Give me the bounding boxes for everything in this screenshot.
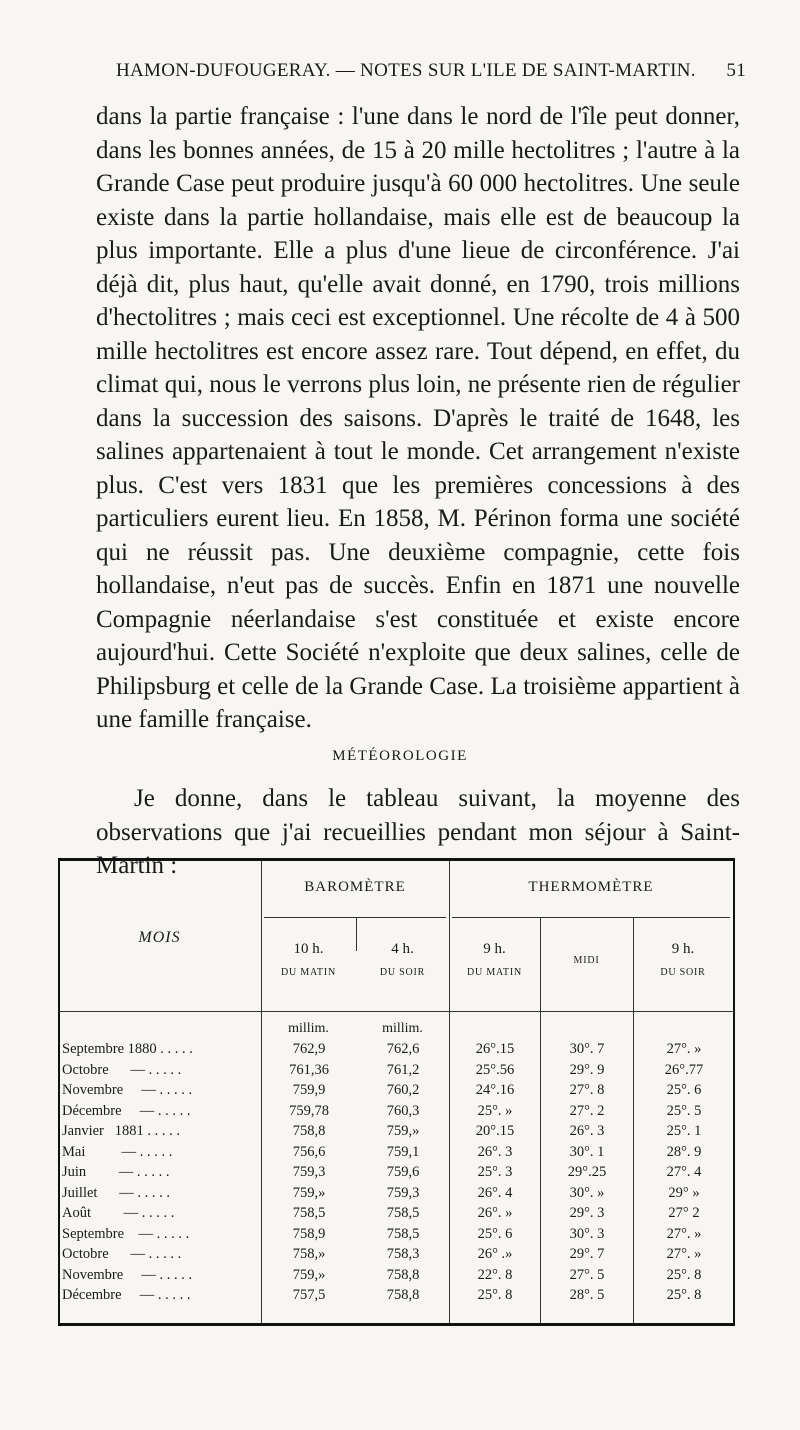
- header-t1-hour: 9 h.: [483, 941, 506, 957]
- cell-b1: 758,»: [292, 1246, 326, 1262]
- cell-mois: Décembre — . . . . .: [62, 1102, 191, 1119]
- cell-t3: 27°. »: [666, 1246, 702, 1262]
- cell-b2: 758,3: [386, 1246, 420, 1262]
- cell-mois: Novembre — . . . . .: [62, 1082, 193, 1098]
- cell-t3: 28°. 9: [666, 1143, 702, 1160]
- cell-t1: 25°. »: [477, 1102, 513, 1119]
- table-row: [58, 1082, 733, 1103]
- cell-t2: 29°. 9: [569, 1061, 605, 1078]
- table-row: [58, 1164, 733, 1185]
- header-mois: MOIS: [138, 929, 181, 946]
- cell-b2: 758,5: [386, 1225, 420, 1242]
- table-row: [58, 1041, 733, 1062]
- cell-b1: 759,78: [289, 1102, 329, 1119]
- header-t1-sub: DU MATIN: [466, 967, 522, 978]
- table-row: [58, 1226, 733, 1247]
- cell-b1: 758,5: [292, 1205, 326, 1221]
- cell-t2: 28°. 5: [569, 1287, 605, 1303]
- cell-mois: Septembre — . . . . .: [62, 1225, 190, 1242]
- header-thermometre: THERMOMÈTRE: [528, 879, 654, 895]
- cell-b1: 761,36: [289, 1061, 329, 1078]
- cell-t1: 26°.15: [475, 1041, 515, 1057]
- cell-t1: 22°. 8: [477, 1266, 513, 1283]
- cell-b2: 761,2: [386, 1061, 420, 1078]
- cell-t1: 25°.56: [475, 1061, 515, 1078]
- header-t3-hour: 9 h.: [671, 941, 695, 957]
- cell-t2: 30°. »: [569, 1184, 605, 1201]
- cell-t3: 29° »: [668, 1184, 700, 1201]
- cell-t2: 30°. 7: [569, 1041, 605, 1057]
- table-row: [58, 1185, 733, 1206]
- cell-mois: Octobre — . . . . .: [62, 1246, 182, 1262]
- table-row: [58, 1144, 733, 1165]
- cell-b2: 759,1: [386, 1143, 420, 1160]
- cell-t1: 25°. 6: [477, 1225, 513, 1242]
- cell-mois: Décembre — . . . . .: [62, 1287, 191, 1303]
- cell-b1: 756,6: [292, 1143, 326, 1160]
- cell-b1: 759,3: [292, 1164, 326, 1180]
- cell-b1: 758,9: [292, 1225, 326, 1242]
- header-barometre: BAROMÈTRE: [304, 879, 406, 895]
- header-b2-sub: DU SOIR: [379, 967, 426, 978]
- body-paragraph-salines: dans la partie française : l'une dans le nord de l'île peut donner, dans les bonnes années, de 15 à 20 mille hectolitres ; l'autre à la Grande Case peut produire jusqu'à 60 000 hectolitres. Une seule existe dans la partie hollandaise, mais elle est de beaucoup la plus importante. Elle a plus d'une lieue de circonférence. J'ai déjà dit, plus haut, qu'elle avait donné, en 1790, trois millions d'hectolitres ; mais ceci est exceptionnel. Une récolte de 4 à 500 mille hectolitres est encore assez rare. Tout dépend, en effet, du climat qui, nous le verrons plus loin, ne présente rien de régulier dans la succession des saisons. D'après le traité de 1648, les salines appartenaient à tout le monde. Cet arrangement n'existe plus. C'est vers 1831 que les premières concessions à des particuliers eurent lieu. En 1858, M. Périnon forma une société qui ne réussit pas. Une deuxième compagnie, cette fois hollandaise, n'eut pas de succès. Enfin en 1871 une nouvelle Compagnie néerlandaise s'est constituée et existe encore aujourd'hui. Cette Société n'exploite que deux salines, celle de Philipsburg et celle de la Grande Case. La troisième appartient à une famille française.: [96, 103, 740, 733]
- cell-t2: 30°. 1: [569, 1143, 605, 1160]
- cell-t1: 24°.16: [475, 1082, 515, 1098]
- header-b1-hour: 10 h.: [293, 941, 324, 957]
- cell-b1: 759,»: [292, 1184, 326, 1201]
- header-t3-sub: DU SOIR: [660, 967, 706, 978]
- cell-t1: 26°. 4: [477, 1184, 513, 1201]
- cell-t1: 26° .»: [477, 1246, 513, 1262]
- cell-t2: 29°. 3: [569, 1205, 605, 1221]
- cell-t2: 27°. 5: [569, 1266, 605, 1283]
- cell-b2: 758,8: [386, 1266, 420, 1283]
- table-row: [58, 1103, 733, 1124]
- cell-mois: Janvier 1881 . . . . .: [62, 1123, 180, 1139]
- cell-b2: 760,3: [386, 1102, 420, 1119]
- cell-b2: 758,8: [386, 1287, 420, 1303]
- cell-t3: 25°. 8: [666, 1287, 702, 1303]
- page-number: 51: [726, 60, 746, 81]
- cell-t1: 25°. 8: [477, 1287, 513, 1303]
- cell-t3: 25°. 5: [666, 1102, 702, 1119]
- cell-t3: 27°. 4: [666, 1164, 702, 1180]
- cell-t3: 27° 2: [668, 1205, 700, 1221]
- running-title: HAMON-DUFOUGERAY. — NOTES SUR L'ILE DE SAINT-MARTIN.: [116, 60, 696, 81]
- cell-b2: 759,3: [386, 1184, 420, 1201]
- header-t2-label: MIDI: [573, 955, 600, 966]
- cell-t1: 26°. 3: [477, 1143, 513, 1160]
- cell-t3: 27°. »: [666, 1225, 702, 1242]
- cell-mois: Août — . . . . .: [62, 1205, 175, 1221]
- cell-mois: Mai — . . . . .: [62, 1143, 173, 1160]
- cell-b1: 758,8: [292, 1123, 326, 1139]
- cell-mois: Novembre — . . . . .: [62, 1266, 193, 1283]
- cell-t3: 25°. 6: [666, 1082, 702, 1098]
- cell-b1: 759,»: [292, 1266, 326, 1283]
- cell-t2: 27°. 2: [569, 1102, 605, 1119]
- table-row: [58, 1205, 733, 1226]
- cell-b2: 759,6: [386, 1164, 420, 1180]
- table-row: [58, 1267, 733, 1288]
- cell-t3: 26°.77: [664, 1061, 704, 1078]
- table-row: [58, 1246, 733, 1267]
- cell-t1: 20°.15: [475, 1123, 515, 1139]
- cell-t2: 30°. 3: [569, 1225, 605, 1242]
- table-row: [58, 1287, 733, 1308]
- unit-b1: millim.: [288, 1021, 329, 1036]
- body-paragraph-intro-table: Je donne, dans le tableau suivant, la moyenne des observations que j'ai recueillies pendant mon séjour à Saint-Martin :: [96, 785, 740, 879]
- cell-t1: 26°. »: [477, 1205, 513, 1221]
- cell-t2: 27°. 8: [569, 1082, 605, 1098]
- cell-b2: 762,6: [386, 1041, 420, 1057]
- cell-b1: 757,5: [292, 1287, 326, 1303]
- cell-t3: 25°. 8: [666, 1266, 702, 1283]
- unit-b2: millim.: [382, 1021, 423, 1036]
- cell-b1: 759,9: [292, 1082, 326, 1098]
- cell-b2: 760,2: [386, 1082, 420, 1098]
- cell-mois: Juillet — . . . . .: [62, 1184, 170, 1201]
- header-b1-sub: DU MATIN: [280, 967, 336, 978]
- table-body: [58, 1041, 733, 1308]
- cell-t2: 29°.25: [567, 1164, 607, 1180]
- cell-mois: Octobre — . . . . .: [62, 1061, 182, 1078]
- cell-t3: 27°. »: [666, 1041, 702, 1057]
- cell-t2: 29°. 7: [569, 1246, 605, 1262]
- cell-mois: Juin — . . . . .: [62, 1164, 170, 1180]
- table-row: [58, 1062, 733, 1083]
- meteorology-table: [58, 858, 735, 1326]
- cell-mois: Septembre 1880 . . . . .: [62, 1041, 193, 1057]
- cell-b2: 759,»: [386, 1123, 420, 1139]
- section-title: MÉTÉOROLOGIE: [332, 748, 468, 764]
- cell-t1: 25°. 3: [477, 1164, 513, 1180]
- header-b2-hour: 4 h.: [391, 941, 414, 957]
- cell-t3: 25°. 1: [666, 1123, 702, 1139]
- cell-b2: 758,5: [386, 1205, 420, 1221]
- cell-b1: 762,9: [292, 1041, 326, 1057]
- table-row: [58, 1123, 733, 1144]
- cell-t2: 26°. 3: [569, 1123, 605, 1139]
